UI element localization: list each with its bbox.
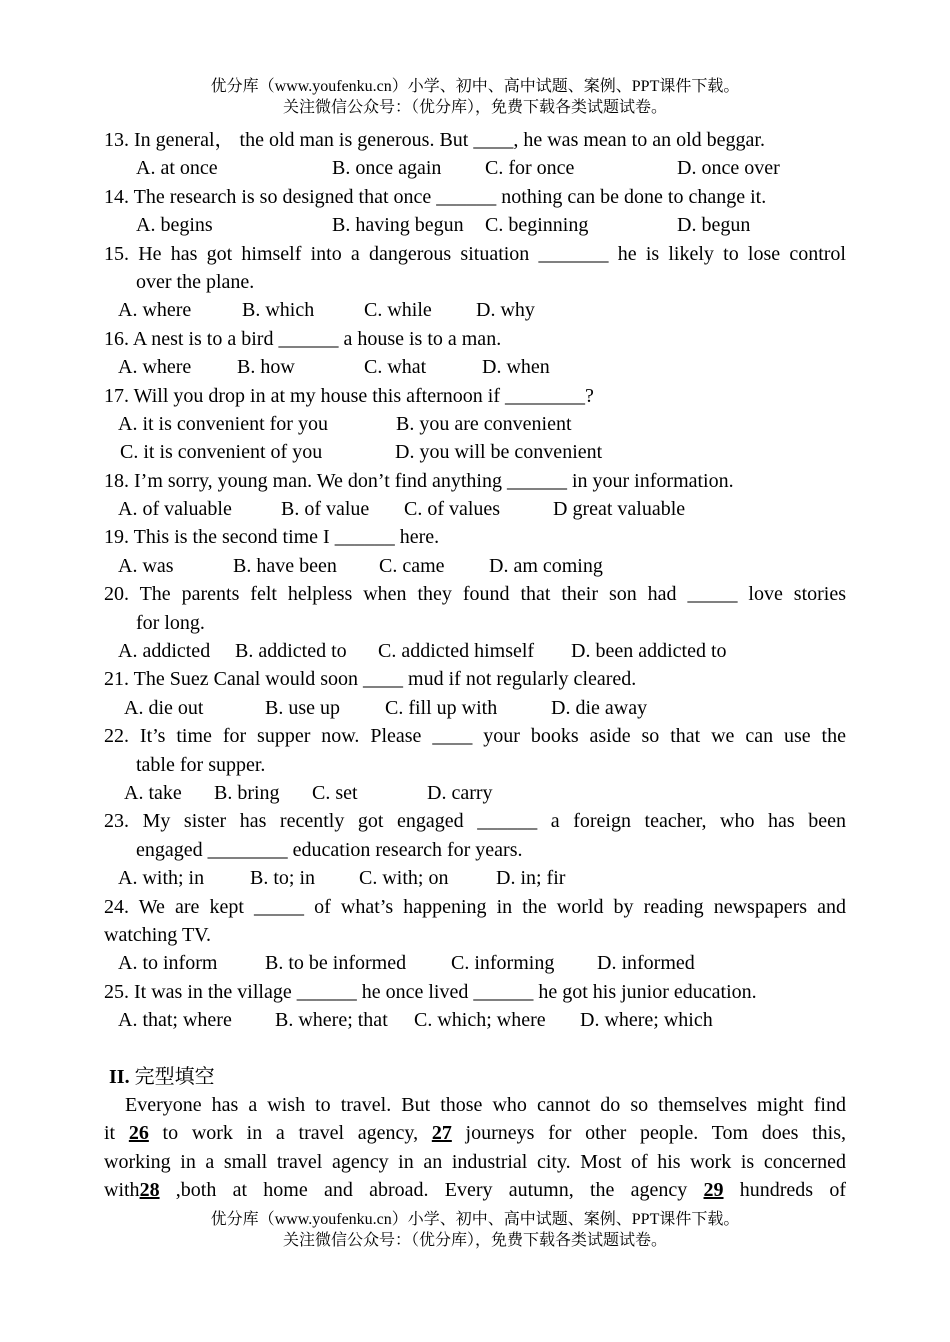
question-stem-continued: for long.: [136, 611, 205, 634]
answer-option-b[interactable]: B. of value: [281, 498, 370, 521]
answer-option-c[interactable]: C. addicted himself: [378, 640, 535, 663]
question: [104, 126, 846, 183]
section-2-title: 完型填空: [134, 1065, 215, 1088]
passage-text: it: [104, 1122, 129, 1145]
question-stem-continued: table for supper.: [136, 753, 266, 776]
answer-option-b[interactable]: B. addicted to: [235, 640, 347, 663]
question-stem: 13. In general， the old man is generous. But ____, he was mean to an old beggar.: [104, 129, 765, 151]
answer-option-c[interactable]: C. came: [379, 554, 445, 577]
answer-options: [104, 296, 846, 324]
answer-option-a[interactable]: A. where: [118, 356, 192, 379]
answer-options: [104, 864, 846, 892]
answer-options: [104, 353, 846, 381]
question: [104, 325, 846, 382]
answer-option-b[interactable]: B. bring: [214, 781, 280, 804]
answer-option-c[interactable]: C. of values: [404, 498, 501, 521]
answer-option-c[interactable]: C. it is convenient of you: [120, 441, 323, 464]
answer-option-d[interactable]: D. why: [476, 299, 535, 322]
answer-option-a[interactable]: A. begins: [136, 214, 213, 237]
question: [104, 183, 846, 240]
question-stem-continued: over the plane.: [136, 270, 255, 293]
section-2-number: II.: [109, 1065, 130, 1088]
question-stem: 14. The research is so designed that once ______ nothing can be done to change it.: [104, 185, 767, 208]
passage-text: hundreds of: [723, 1179, 846, 1202]
answer-option-c[interactable]: C. while: [364, 299, 432, 322]
question: [104, 580, 846, 665]
question-stem: 24. We are kept _____ of what’s happening in the world by reading newspapers and: [104, 895, 846, 918]
passage-line: [104, 1148, 846, 1176]
passage-line: [104, 1091, 846, 1119]
header-line-2: 关注微信公众号：（优分库），免费下载各类试题试卷。: [282, 99, 667, 116]
answer-options: [104, 694, 846, 722]
answer-option-c[interactable]: C. which; where: [414, 1009, 546, 1032]
cloze-blank-26[interactable]: 26: [128, 1122, 149, 1145]
question: [104, 978, 846, 1035]
answer-option-a[interactable]: A. with; in: [118, 867, 205, 890]
passage-line: [104, 1176, 846, 1204]
answer-option-b[interactable]: B. having begun: [332, 214, 464, 237]
exam-content: [104, 126, 846, 1204]
question-stem-continued: watching TV.: [104, 923, 212, 946]
footer-line-1: 优分库（www.youfenku.cn）小学、初中、高中试题、案例、PPT课件下载。: [210, 1211, 740, 1228]
answer-option-d[interactable]: D. in; fir: [496, 867, 566, 890]
question-stem: 25. It was in the village ______ he once lived ______ he got his junior education.: [104, 980, 757, 1003]
answer-options: [104, 637, 846, 665]
cloze-blank-27[interactable]: 27: [431, 1122, 452, 1145]
cloze-passage: [104, 1091, 846, 1205]
answer-option-d[interactable]: D. once over: [677, 157, 780, 180]
question-stem: 17. Will you drop in at my house this afternoon if ________?: [104, 384, 594, 407]
question: [104, 807, 846, 892]
answer-options: [104, 552, 846, 580]
answer-option-a[interactable]: A. addicted: [118, 640, 211, 663]
answer-option-b[interactable]: B. which: [242, 299, 315, 322]
passage-text: to work in a travel agency,: [148, 1122, 432, 1145]
answer-option-a[interactable]: A. die out: [124, 696, 204, 719]
question: [104, 467, 846, 524]
passage-text: ,both at home and abroad. Every autumn, the agency: [159, 1179, 704, 1202]
page-header: [0, 76, 950, 118]
answer-option-a[interactable]: A. where: [118, 299, 192, 322]
question-stem: 16. A nest is to a bird ______ a house is to a man.: [104, 327, 502, 350]
answer-option-c[interactable]: C. beginning: [485, 214, 589, 237]
question: [104, 523, 846, 580]
cloze-blank-28[interactable]: 28: [139, 1179, 160, 1202]
answer-option-c[interactable]: C. informing: [451, 952, 555, 975]
passage-text: working in a small travel agency in an industrial city. Most of his work is concerned: [104, 1150, 846, 1173]
answer-option-b[interactable]: B. where; that: [275, 1009, 388, 1032]
answer-option-d[interactable]: D. you will be convenient: [395, 441, 603, 464]
answer-option-a[interactable]: A. was: [118, 554, 174, 577]
answer-option-c[interactable]: C. with; on: [359, 867, 449, 890]
passage-line: [104, 1119, 846, 1147]
answer-option-a[interactable]: A. that; where: [118, 1009, 232, 1032]
questions-list: [104, 126, 846, 1035]
answer-option-d[interactable]: D great valuable: [553, 498, 686, 521]
question-stem: 19. This is the second time I ______ here.: [104, 526, 440, 549]
question: [104, 722, 846, 807]
page-footer: [0, 1209, 950, 1251]
answer-option-c[interactable]: C. what: [364, 356, 427, 379]
answer-options: [104, 410, 846, 438]
passage-text: journeys for other people. Tom does this,: [451, 1122, 846, 1145]
answer-option-b[interactable]: B. use up: [265, 696, 340, 719]
header-line-1: 优分库（www.youfenku.cn）小学、初中、高中试题、案例、PPT课件下载。: [210, 78, 740, 95]
question-stem: 15. He has got himself into a dangerous situation _______ he is likely to lose control: [104, 242, 846, 265]
question-stem: 18. I’m sorry, young man. We don’t find anything ______ in your information.: [104, 469, 734, 492]
answer-option-b[interactable]: B. you are convenient: [396, 412, 572, 435]
answer-option-b[interactable]: B. once again: [332, 157, 442, 180]
question: [104, 893, 846, 978]
answer-options: [104, 438, 846, 466]
answer-option-c[interactable]: C. set: [312, 781, 358, 804]
answer-option-d[interactable]: D. informed: [597, 952, 695, 975]
passage-text: Everyone has a wish to travel. But those who cannot do so themselves might find: [125, 1093, 846, 1116]
answer-option-a[interactable]: A. at once: [136, 157, 218, 180]
answer-option-b[interactable]: B. how: [237, 356, 295, 379]
answer-option-a[interactable]: A. it is convenient for you: [118, 412, 328, 435]
answer-option-c[interactable]: C. fill up with: [385, 696, 498, 719]
answer-options: [104, 495, 846, 523]
answer-option-d[interactable]: D. where; which: [580, 1009, 713, 1032]
answer-option-b[interactable]: B. to be informed: [265, 952, 407, 975]
answer-options: [104, 949, 846, 977]
answer-options: [104, 154, 846, 182]
question-stem: 23. My sister has recently got engaged ______ a foreign teacher, who has been: [104, 810, 846, 833]
answer-option-d[interactable]: D. when: [482, 356, 550, 379]
answer-option-a[interactable]: A. to inform: [118, 952, 218, 975]
answer-option-c[interactable]: C. for once: [485, 157, 575, 180]
answer-option-a[interactable]: A. of valuable: [118, 498, 232, 521]
question: [104, 382, 846, 467]
answer-option-d[interactable]: D. begun: [677, 214, 751, 237]
answer-option-a[interactable]: A. take: [124, 781, 182, 804]
answer-options: [104, 211, 846, 239]
section-2: [104, 1063, 846, 1205]
answer-option-d[interactable]: D. carry: [427, 781, 493, 804]
question-stem-continued: engaged ________ education research for years.: [136, 838, 523, 861]
answer-option-d[interactable]: D. am coming: [489, 554, 603, 577]
answer-options: [104, 779, 846, 807]
answer-option-d[interactable]: D. die away: [551, 696, 648, 719]
question-stem: 21. The Suez Canal would soon ____ mud if not regularly cleared.: [104, 668, 637, 691]
section-2-heading: [104, 1063, 846, 1091]
question-stem: 22. It’s time for supper now. Please ____ your books aside so that we can use the: [104, 725, 846, 748]
question: [104, 665, 846, 722]
footer-line-2: 关注微信公众号：（优分库），免费下载各类试题试卷。: [282, 1232, 667, 1249]
cloze-blank-29[interactable]: 29: [703, 1179, 724, 1202]
question: [104, 240, 846, 325]
answer-options: [104, 1006, 846, 1034]
answer-option-b[interactable]: B. have been: [233, 554, 337, 577]
passage-text: with: [104, 1179, 140, 1202]
answer-option-b[interactable]: B. to; in: [250, 867, 316, 890]
answer-option-d[interactable]: D. been addicted to: [571, 640, 727, 663]
question-stem: 20. The parents felt helpless when they found that their son had _____ love stories: [104, 583, 846, 606]
